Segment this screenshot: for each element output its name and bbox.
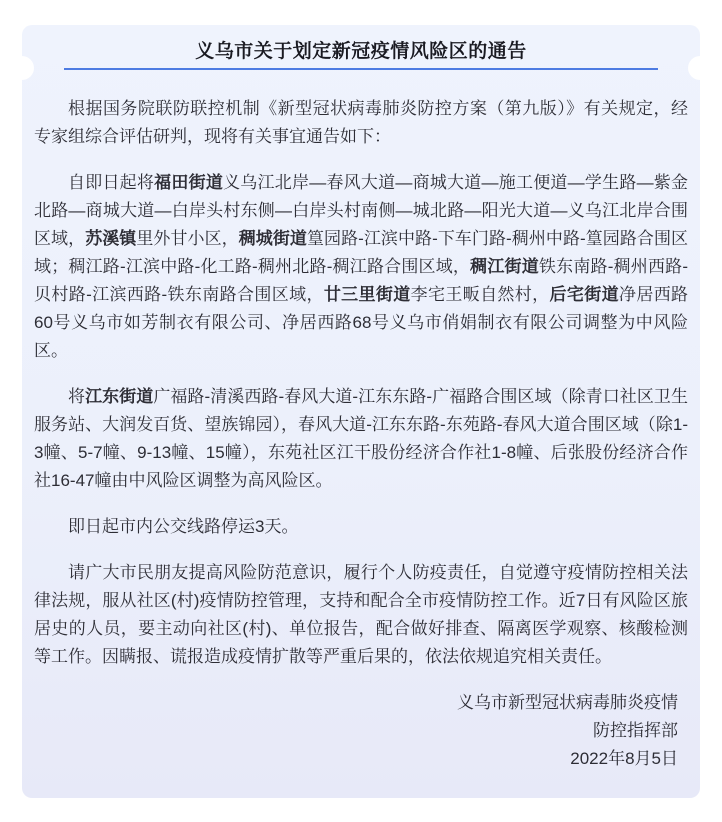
paragraph-text: 铁东南路-稠州西路-贝村路-江滨西路-铁东南路合围区域，: [34, 257, 689, 304]
district-name-bold: 苏溪镇: [85, 229, 137, 248]
notice-title: 义乌市关于划定新冠疫情风险区的通告: [195, 41, 527, 62]
paragraph-text: 里外甘小区，: [136, 229, 239, 248]
left-notch: [10, 56, 34, 80]
signature-block: [22, 689, 700, 773]
signature-org-line2: 防控指挥部: [593, 721, 678, 740]
paragraph-text: 李宅王畈自然村，: [410, 285, 550, 304]
notice-body: [22, 95, 700, 671]
paragraph-text: 净居西路60号义乌市如芳制衣有限公司、净居西路68号义乌市俏娟制衣有限公司调整为中风险区。: [34, 285, 689, 360]
right-notch: [688, 56, 712, 80]
paragraph-text: 义乌江北岸—春风大道—商城大道—施工便道—学生路—紫金北路—商城大道—白岸头村东侧—白岸头村南侧—城北路—阳光大道—义乌江北岸合围区域，: [34, 173, 689, 248]
paragraph-text: 根据国务院联防联控机制《新型冠状病毒肺炎防控方案（第九版）》有关规定，经专家组综合评估研判，现将有关事宜通告如下：: [34, 99, 688, 146]
paragraph-text: 将: [68, 387, 86, 406]
district-name-bold: 廿三里街道: [323, 285, 411, 304]
district-name-bold: 稠江街道: [470, 257, 539, 276]
paragraph: [34, 169, 688, 365]
paragraph-text: 自即日起将: [68, 173, 155, 192]
signature-date: 2022年8月5日: [570, 749, 678, 768]
signature-org-line1: 义乌市新型冠状病毒肺炎疫情: [457, 693, 678, 712]
paragraph: [34, 383, 688, 495]
paragraph-text: 即日起市内公交线路停运3天。: [68, 517, 299, 536]
paragraph: [34, 559, 688, 671]
district-name-bold: 稠城街道: [238, 229, 307, 248]
paragraph: [34, 95, 688, 151]
paragraph-text: 广福路-清溪西路-春风大道-江东东路-广福路合围区域（除青口社区卫生服务站、大润发百货、望族锦园），春风大道-江东东路-东苑路-春风大道合围区域（除1-3幢、5-7幢、9-13幢、15幢），东苑社区江干股份经济合作社1-8幢、后张股份经济合作社16-47幢由中风险区调整为高风险区。: [34, 387, 688, 490]
paragraph: [34, 513, 688, 541]
district-name-bold: 江东街道: [85, 387, 154, 406]
district-name-bold: 后宅街道: [549, 285, 619, 304]
district-name-bold: 福田街道: [154, 173, 224, 192]
paragraph-text: 篁园路-江滨中路-下车门路-稠州中路-篁园路合围区域；稠江路-江滨中路-化工路-稠州北路-稠江路合围区域，: [34, 229, 689, 276]
notice-card: [22, 25, 700, 798]
title-divider: [64, 68, 658, 70]
paragraph-text: 请广大市民朋友提高风险防范意识，履行个人防疫责任，自觉遵守疫情防控相关法律法规，服从社区(村)疫情防控管理，支持和配合全市疫情防控工作。近7日有风险区旅居史的人员，要主动向社区(村)、单位报告，配合做好排查、隔离医学观察、核酸检测等工作。因瞒报、谎报造成疫情扩散等严重后果的，依法依规追究相关责任。: [34, 563, 688, 666]
